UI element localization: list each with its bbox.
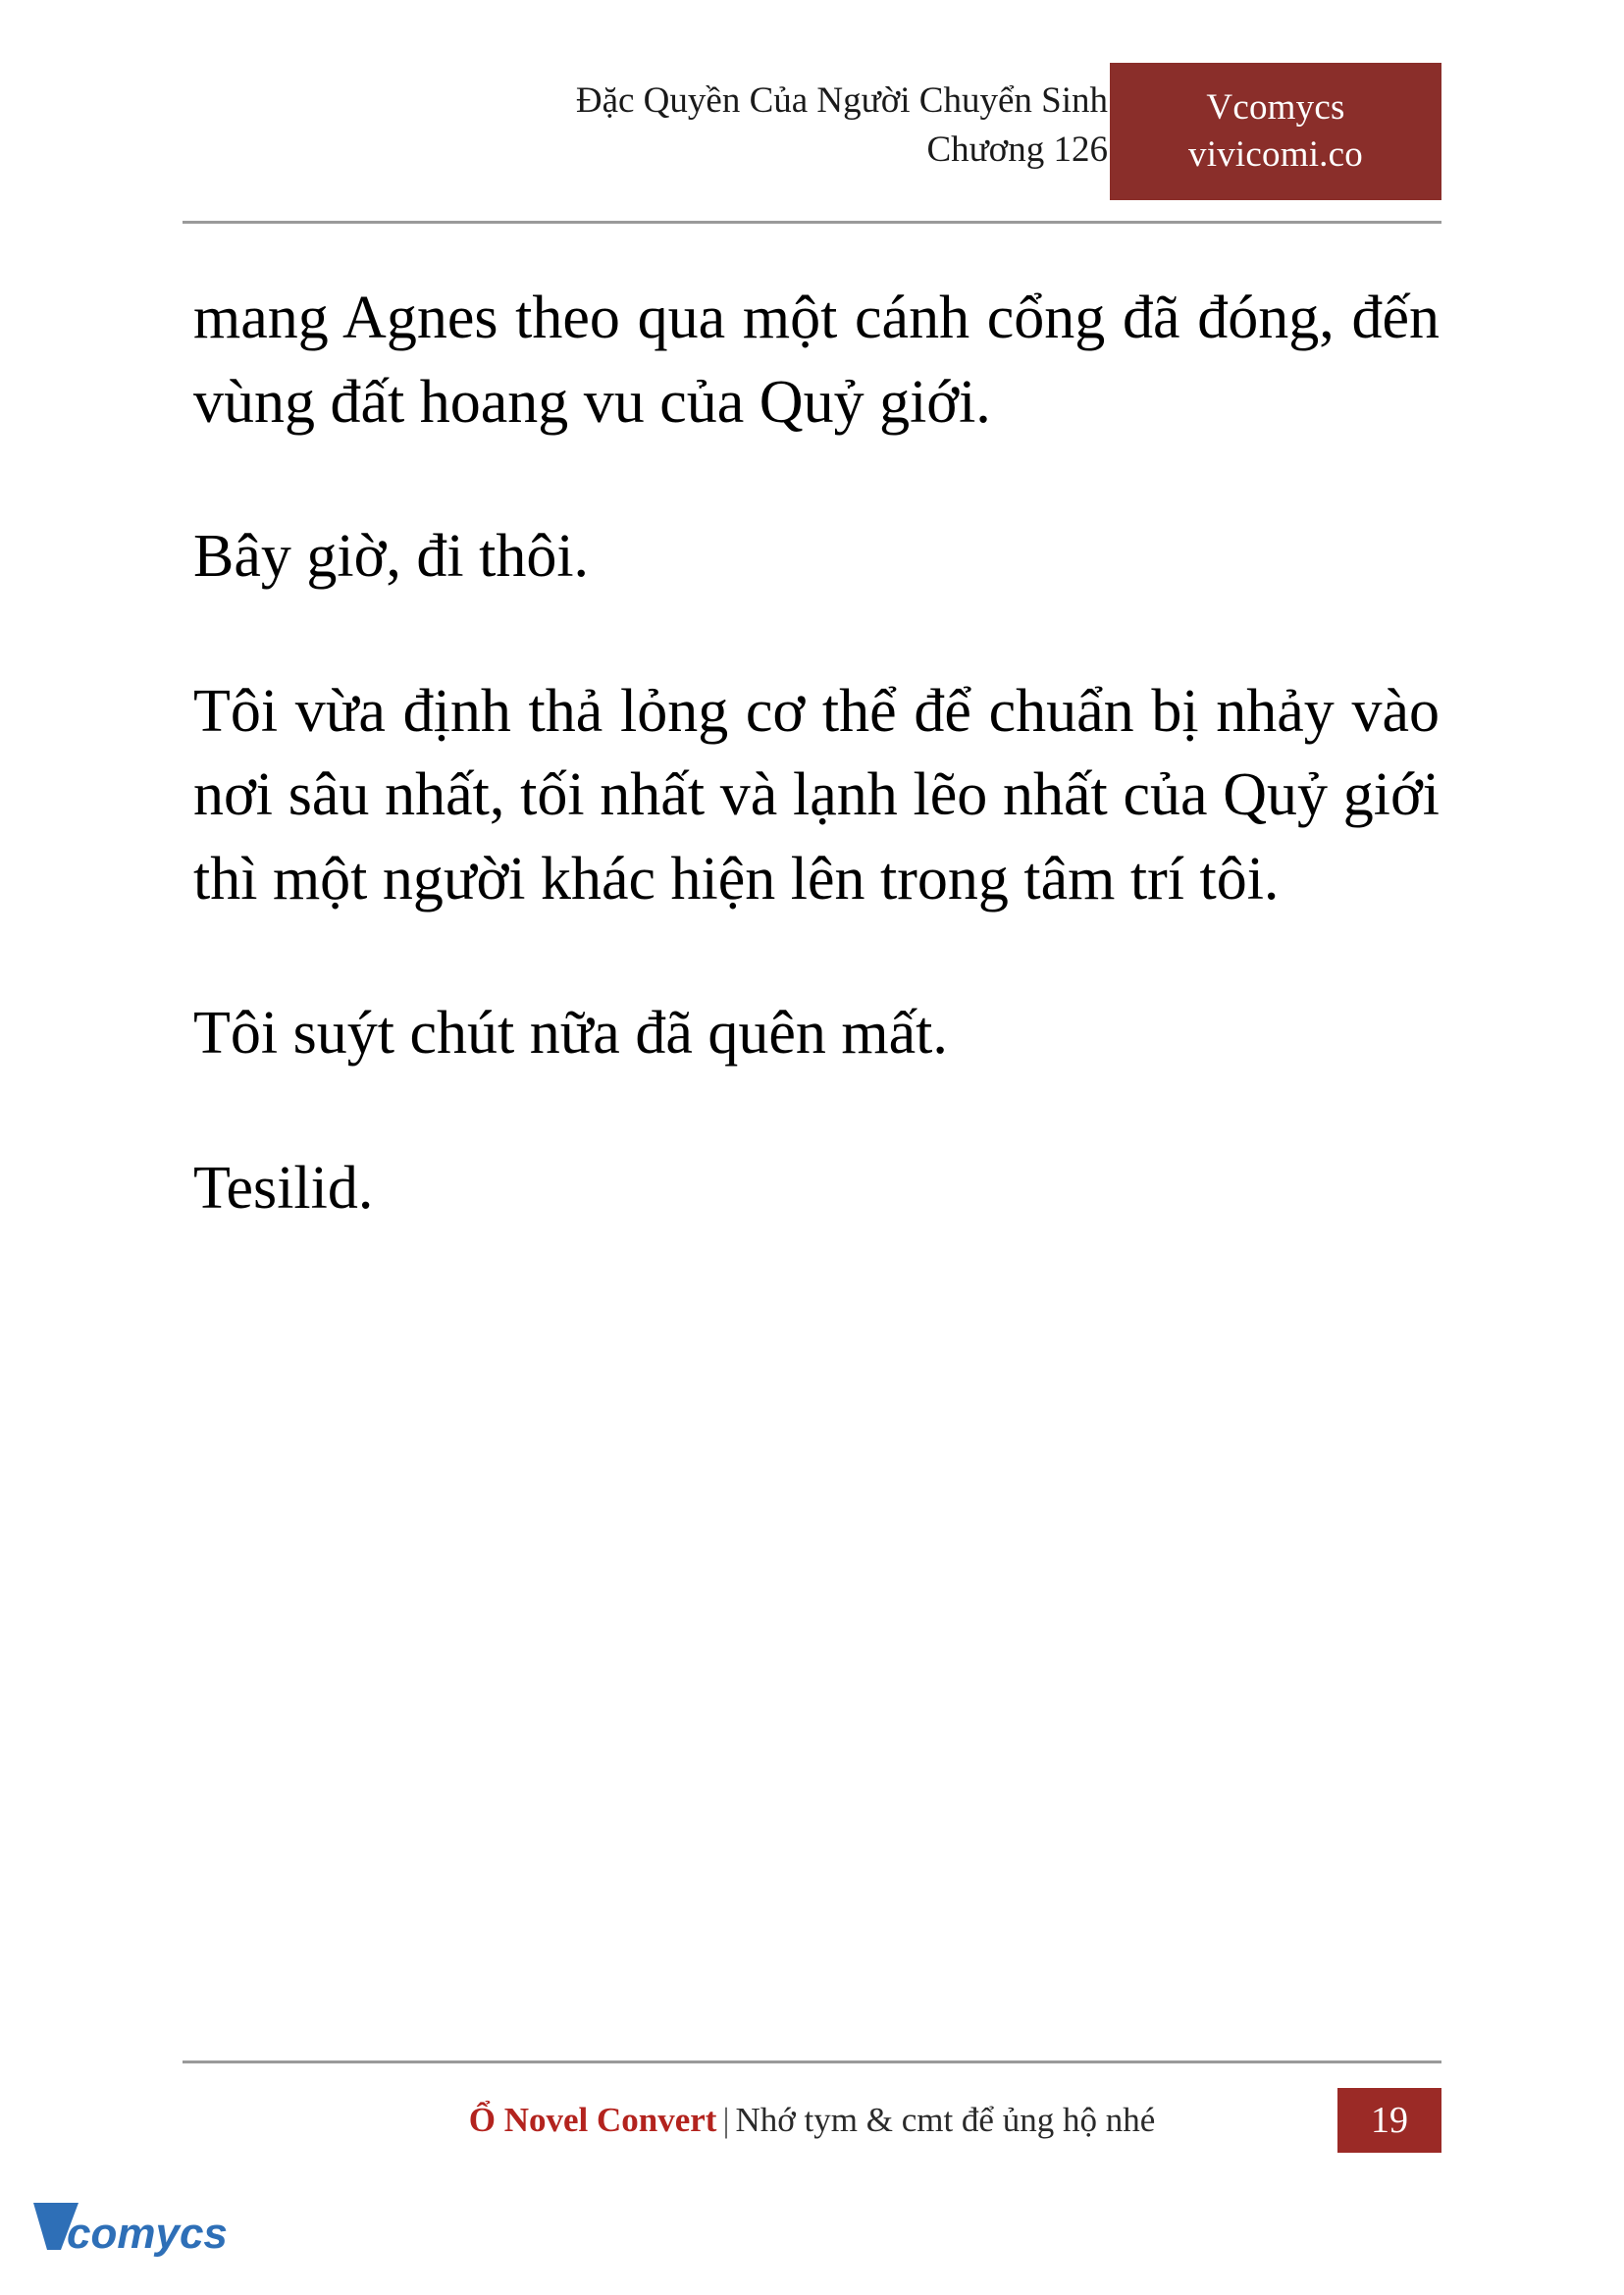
footer-brand: Ổ Novel Convert <box>468 2101 717 2139</box>
page-footer <box>183 2088 1441 2153</box>
paragraph: Bây giờ, đi thôi. <box>193 523 590 591</box>
paragraph: mang Agnes theo qua một cánh cổng đã đóng, đến vùng đất hoang vu của Quỷ giới. <box>193 285 1440 436</box>
page-number-badge: 19 <box>1337 2088 1441 2153</box>
site-badge-name: Vcomycs <box>1206 86 1345 128</box>
paragraph: Tôi suýt chút nữa đã quên mất. <box>193 1000 948 1068</box>
chapter-label: Chương 126 <box>926 129 1108 170</box>
vcomycs-watermark-logo <box>27 2193 253 2269</box>
site-badge <box>1110 63 1441 200</box>
page-content <box>193 277 1440 1230</box>
footer-note: Nhớ tym & cmt để ủng hộ nhé <box>735 2101 1156 2139</box>
footer-divider <box>183 2060 1441 2063</box>
paragraph: Tesilid. <box>193 1154 374 1222</box>
header-divider <box>183 221 1441 224</box>
site-badge-url: vivicomi.co <box>1188 134 1363 175</box>
footer-separator: | <box>722 2101 730 2139</box>
svg-text:comycs: comycs <box>67 2210 228 2258</box>
footer-credit <box>183 2088 1441 2153</box>
paragraph: Tôi vừa định thả lỏng cơ thể để chuẩn bị nhảy vào nơi sâu nhất, tối nhất và lạnh lẽo nhất của Quỷ giới thì một người khác hiện lên trong tâm trí tôi. <box>193 677 1440 913</box>
header-title-block <box>576 77 1108 174</box>
page-header <box>183 77 1441 214</box>
book-title: Đặc Quyền Của Người Chuyển Sinh <box>575 80 1108 121</box>
